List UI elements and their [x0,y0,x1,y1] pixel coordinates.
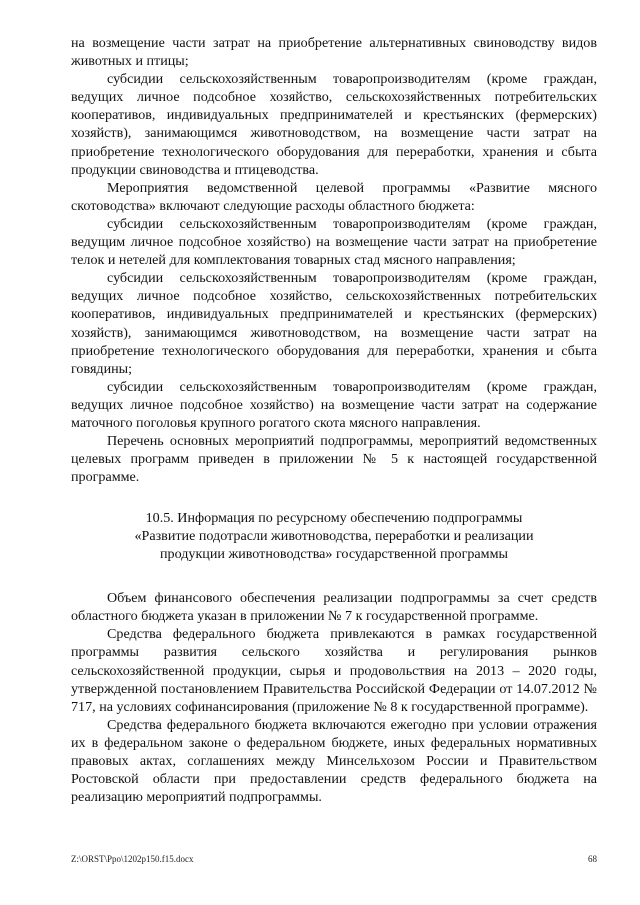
paragraph-subsidy-pig-poultry-equipment: субсидии сельскохозяйственным товаропроизводителям (кроме граждан, ведущих личное подсобное хозяйство, сельскохозяйственных потребительских кооперативов, индивидуальных предпринимателей и крестьянских (фермерских) хозяйств), занимающимся животноводством, на возмещение части затрат на приобретение технологического оборудования для переработки, хранения и сбыта продукции свиноводства и птицеводства. [71,71,597,178]
paragraph-subsidy-breeding-stock: субсидии сельскохозяйственным товаропроизводителям (кроме граждан, ведущих личное подсобное хозяйство) на возмещение части затрат на содержание маточного поголовья крупного рогатого скота мясного направления. [71,378,597,431]
section-heading-line-3: продукции животноводства» государственной программы [160,545,508,562]
section-heading-line-2: «Развитие подотрасли животноводства, переработки и реализации [134,527,534,544]
paragraph-continuation: на возмещение части затрат на приобретение альтернативных свиноводству видов животных и птицы; [71,35,597,70]
paragraph-subsidy-heifers: субсидии сельскохозяйственным товаропроизводителям (кроме граждан, ведущим личное подсобное хозяйство) на возмещение части затрат на приобретение телок и нетелей для комплектования товарных стад мясного направления; [71,215,597,269]
page-number: 68 [588,854,597,864]
paragraph-federal-inclusion: Средства федерального бюджета включаются ежегодно при условии отражения их в федеральном законе о федеральном бюджете, иных федеральных нормативных правовых актах, соглашениях между Минсельхозом России и Правительством Ростовской области при предоставлении средств федерального бюджета на реализацию мероприятий подпрограммы. [71,716,597,806]
paragraph-subsidy-beef-equipment: субсидии сельскохозяйственным товаропроизводителям (кроме граждан, ведущих личное подсобное хозяйство, сельскохозяйственных потребительских кооперативов, индивидуальных предпринимателей и крестьянских (фермерских) хозяйств), занимающимся животноводством, на возмещение части затрат на приобретение технологического оборудования для переработки, хранения и сбыта говядины; [71,270,597,377]
paragraph-regional-funding: Объем финансового обеспечения реализации подпрограммы за счет средств областного бюджета указан в приложении № 7 к государственной программе. [71,590,597,625]
footer-file-path: Z:\ORST\Ppo\1202p150.f15.docx [71,854,194,864]
section-heading [71,510,597,563]
paragraph-beef-program-intro: Мероприятия ведомственной целевой программы «Развитие мясного скотоводства» включают следующие расходы областного бюджета: [71,179,597,214]
paragraph-list-of-measures: Перечень основных мероприятий подпрограммы, мероприятий ведомственных целевых программ приведен в приложении № 5 к настоящей государственной программе. [71,433,597,486]
document-page [71,34,597,806]
paragraph-federal-funding: Средства федерального бюджета привлекаются в рамках государственной программы развития сельского хозяйства и регулирования рынков сельскохозяйственной продукции, сырья и продовольствия на 2013 – 2020 годы, утвержденной постановлением Правительства Российской Федерации от 14.07.2012 № 717, на условиях софинансирования (приложение № 8 к государственной программе). [71,626,597,715]
section-heading-line-1: 10.5. Информация по ресурсному обеспечению подпрограммы [145,510,523,527]
